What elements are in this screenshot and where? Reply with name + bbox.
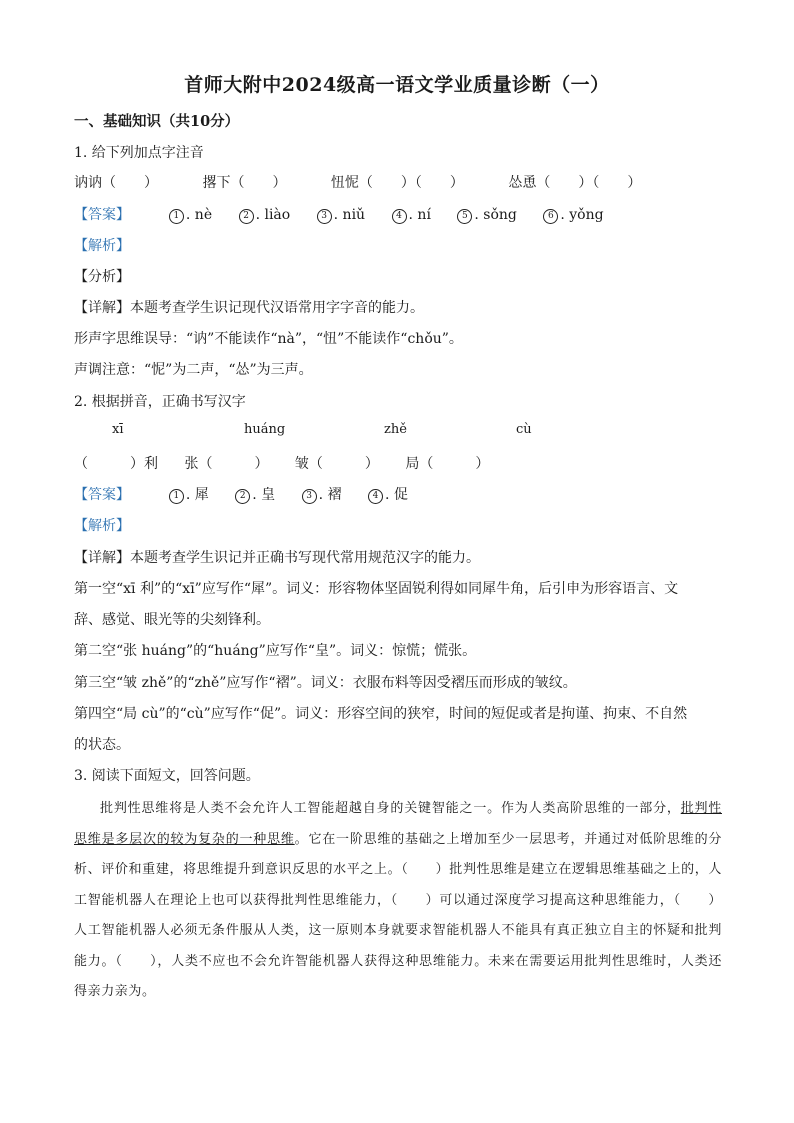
q3-passage [74, 794, 722, 1008]
q2-detail-line: 第四空“局 cù”的“cù”应写作“促”。词义：形容空间的狭窄，时间的短促或者是拘谨、拘束、不自然 [74, 706, 688, 722]
q1-prompt: 1. 给下列加点字注音 [74, 145, 204, 161]
circled-number: 6 [543, 209, 558, 224]
q1-word: 怂恿（ ）（ ） [508, 175, 642, 191]
detail-text: 本题考查学生识记现代汉语常用字字音的能力。 [130, 300, 424, 316]
answer-text: . 促 [384, 487, 408, 503]
q2-detail [74, 547, 480, 567]
q1-answer [543, 207, 603, 224]
q2-answer [302, 484, 342, 504]
circled-number: 2 [235, 489, 250, 504]
underlined-sentence: 批判性思维是多层次的较为复杂的一种思维 [74, 801, 722, 847]
passage-paragraph [74, 794, 722, 1008]
detail-tag: 【详解】 [74, 550, 130, 566]
q1-answer [457, 207, 517, 224]
answer-text: . niǔ [333, 207, 366, 223]
circled-number: 3 [317, 209, 332, 224]
q1-answer-row [74, 204, 626, 224]
q2-blank: 局（ ） [405, 456, 490, 472]
q3-prompt: 3. 阅读下面短文，回答问题。 [74, 768, 260, 784]
q2-blank: 皱（ ） [294, 456, 379, 472]
q2-pinyin: cù [516, 422, 532, 437]
answer-tag: 【答案】 [74, 207, 130, 223]
q1-note: 形声字思维误导：“讷”不能读作“nà”，“忸”不能读作“chǒu”。 [74, 331, 463, 347]
answer-tag: 【答案】 [74, 487, 130, 503]
q2-answer [169, 484, 209, 504]
q1-answer [392, 207, 431, 224]
q2-blank: 张（ ） [184, 456, 269, 472]
q1-word: 讷讷（ ） [74, 175, 158, 191]
passage-text: 。它在一阶思维的基础之上增加至少一层思考，并通过对低阶思维的分析、评价和重建，将思维提升到意识反思的水平之上。（ ）批判性思维是建立在逻辑思维基础之上的，人工智能机器人在理论上也可以获得批判性思维能力，（ ）可以通过深度学习提高这种思维能力，（ ）人工智能机器人必须无条件服从人类，这一原则本身就要求智能机器人不能具有真正独立自主的怀疑和批判能力。（ ），人类不应也不会允许智能机器人获得这种思维能力。未来在需要运用批判性思维时，人类还得亲力亲为。 [74, 831, 722, 999]
q1-word: 忸怩（ ）（ ） [330, 175, 464, 191]
q2-detail-line: 的状态。 [74, 737, 130, 753]
q1-words [74, 172, 641, 192]
q2-pinyin: huáng [244, 422, 286, 437]
detail-text: 本题考查学生识记并正确书写现代常用规范汉字的能力。 [130, 550, 480, 566]
q2-answer-row [74, 484, 430, 504]
detail-tag: 【详解】 [74, 300, 130, 316]
q2-blank: （ ）利 [74, 456, 158, 472]
page-title: 首师大附中2024级高一语文学业质量诊断（一） [184, 74, 610, 96]
q2-detail-line: 第三空“皱 zhě”的“zhě”应写作“褶”。词义：衣服布料等因受褶压而形成的皱纹。 [74, 675, 577, 691]
fenxi-tag: 【分析】 [74, 269, 130, 285]
q2-answer [368, 484, 408, 504]
circled-number: 5 [457, 209, 472, 224]
q1-answer [239, 207, 291, 224]
circled-number: 1 [169, 209, 184, 224]
answer-text: . ní [408, 207, 431, 223]
q1-note: 声调注意：“怩”为二声，“怂”为三声。 [74, 362, 313, 378]
q2-answer [235, 484, 275, 504]
circled-number: 1 [169, 489, 184, 504]
q1-word: 撂下（ ） [202, 175, 287, 191]
circled-number: 3 [302, 489, 317, 504]
answer-text: . nè [185, 207, 213, 223]
analysis-tag: 【解析】 [74, 518, 130, 534]
q2-prompt: 2. 根据拼音，正确书写汉字 [74, 394, 246, 410]
answer-text: . 褶 [318, 487, 342, 503]
passage-text: 批判性思维将是人类不会允许人工智能超越自身的关键智能之一。作为人类高阶思维的一部分， [100, 801, 681, 816]
answer-text: . liào [255, 207, 291, 223]
circled-number: 4 [368, 489, 383, 504]
answer-text: . sǒng [474, 207, 517, 223]
circled-number: 2 [239, 209, 254, 224]
section-heading: 一、基础知识（共10分） [74, 113, 240, 130]
analysis-tag: 【解析】 [74, 238, 130, 254]
q2-pinyin: zhě [384, 422, 407, 437]
answer-text: . 皇 [252, 487, 276, 503]
circled-number: 4 [392, 209, 407, 224]
q2-detail-line: 辞、感觉、眼光等的尖刻锋利。 [74, 612, 270, 628]
q1-answer [317, 207, 365, 224]
q2-detail-line: 第一空“xī 利”的“xī”应写作“犀”。词义：形容物体坚固锐利得如同犀牛角，后引申为形容语言、文 [74, 581, 679, 597]
q1-detail [74, 297, 424, 317]
q1-answer [169, 207, 212, 224]
answer-text: . 犀 [185, 487, 209, 503]
q2-blanks [74, 453, 489, 473]
q2-detail-line: 第二空“张 huáng”的“huáng”应写作“皇”。词义：惊慌；慌张。 [74, 643, 477, 659]
q2-pinyin: xī [112, 422, 124, 437]
answer-text: . yǒng [560, 207, 604, 223]
